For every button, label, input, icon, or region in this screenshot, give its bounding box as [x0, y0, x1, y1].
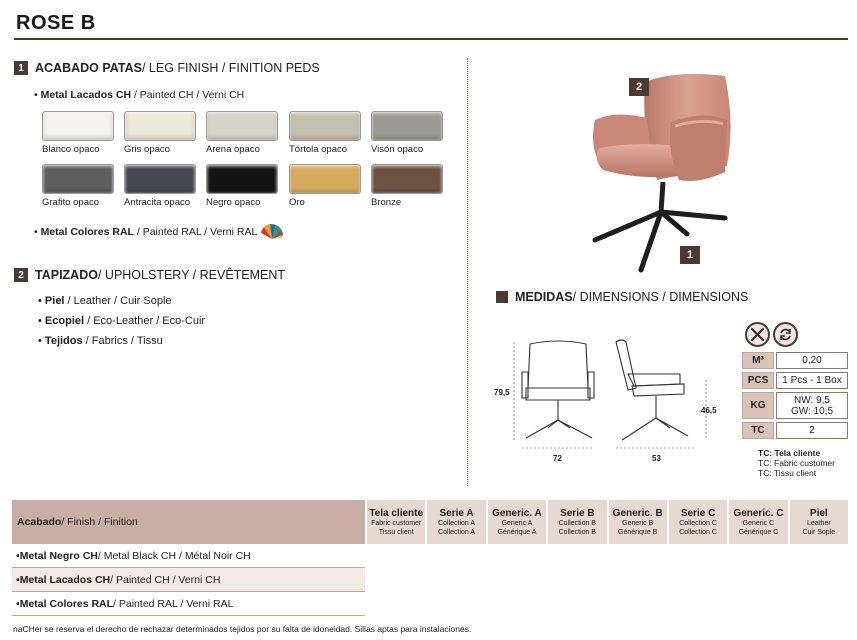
column-name: Generic. C: [733, 507, 784, 519]
dimensions-title-bold: MEDIDAS: [515, 290, 573, 304]
spec-row: [742, 372, 848, 389]
upholstery-item-bold: Piel: [44, 295, 65, 307]
table-column-header: [546, 500, 606, 544]
swatch-label: Antracita opaco: [124, 197, 191, 208]
chair-product-image: [575, 62, 755, 282]
page-title: ROSE B: [16, 12, 96, 34]
swatch[interactable]: [206, 111, 278, 155]
column-name: Tela cliente: [369, 507, 424, 519]
spec-table: [742, 352, 848, 442]
column-sub: Generic B: [622, 519, 654, 527]
table-row: • Metal Lacados CH / Painted CH / Verni CH: [12, 568, 365, 592]
table-row: • Metal Negro CH / Metal Black CH / Métal Noir CH: [12, 544, 365, 568]
painted-ral-rest: / Painted RAL / Verni RAL: [133, 226, 258, 238]
spec-value: [776, 392, 848, 419]
table-header: [12, 500, 848, 544]
spec-value-line: 2: [809, 425, 815, 436]
column-sub: Generic C: [742, 519, 775, 527]
upholstery-item: • Tejidos / Fabrics / Tissu: [38, 335, 163, 347]
tc-note-line: TC: Tissu client: [758, 468, 817, 478]
column-sub: Collection B: [558, 519, 596, 527]
spec-key: TC: [742, 422, 774, 439]
swatch[interactable]: [124, 111, 196, 155]
ral-color-fan-icon: [260, 222, 284, 240]
swatch-chip: [289, 164, 361, 194]
painted-ral-line: • Metal Colores RAL / Painted RAL / Verni RAL: [34, 226, 258, 238]
swatch-chip: [289, 111, 361, 141]
spec-value: [776, 372, 848, 389]
column-sub: Leather: [806, 519, 831, 527]
upholstery-item: • Piel / Leather / Cuir Sople: [38, 295, 172, 307]
table-column-header: [425, 500, 485, 544]
painted-ch-rest: / Painted CH / Verni CH: [131, 89, 245, 101]
spec-key: PCS: [742, 372, 774, 389]
swatch-label: Negro opaco: [206, 197, 261, 208]
table-column-header: [788, 500, 848, 544]
column-name: Serie C: [680, 507, 716, 519]
tc-note: [758, 448, 835, 478]
swatch-label: Tórtola opaco: [289, 144, 348, 155]
spec-value-line: 1 Pcs - 1 Box: [782, 375, 842, 386]
spec-icons: [745, 322, 798, 347]
swatch-chip: [42, 164, 114, 194]
column-sub: Collection C: [679, 528, 717, 536]
seat-height-label: 46,5: [701, 406, 717, 415]
spec-row: [742, 392, 848, 419]
spec-value: [776, 352, 848, 369]
swatch[interactable]: [42, 164, 114, 208]
column-sub: Tissu client: [378, 528, 414, 536]
title-divider: [14, 38, 848, 40]
swatch[interactable]: [42, 111, 114, 155]
width-label: 72: [553, 454, 562, 463]
section-number-2: 2: [14, 268, 28, 282]
swatch-label: Visón opaco: [371, 144, 424, 155]
callout-legs: 1: [680, 246, 700, 264]
table-column-header: [727, 500, 787, 544]
swatch-chip: [124, 111, 196, 141]
tc-note-line: TC: Fabric customer: [758, 458, 835, 468]
swatch-label: Grafito opaco: [42, 197, 100, 208]
swatch-chip: [42, 111, 114, 141]
spec-value-line: NW: 9,5: [794, 394, 830, 406]
column-sub: Generic A: [501, 519, 533, 527]
spec-key: M³: [742, 352, 774, 369]
upholstery-heading: [14, 268, 285, 282]
column-sub: Collection A: [438, 519, 476, 527]
tc-note-line: TC: Tela cliente: [758, 448, 821, 458]
upholstery-item-bold: Ecopiel: [44, 315, 85, 327]
column-sub: Collection B: [558, 528, 596, 536]
swatch[interactable]: [289, 111, 361, 155]
table-row: • Metal Colores RAL / Painted RAL / Verni RAL: [12, 592, 365, 616]
column-name: Generic. A: [492, 507, 542, 519]
swatch-chip: [371, 111, 443, 141]
dimension-drawings: [488, 328, 728, 468]
callout-upholstery: 2: [629, 78, 649, 96]
column-sub: Cuir Sople: [802, 528, 836, 536]
height-label: 79,5: [494, 388, 510, 397]
row-rest: / Painted CH / Verni CH: [110, 573, 221, 586]
upholstery-title-rest: / UPHOLSTERY / REVÊTEMENT: [97, 268, 286, 282]
footer-note: naCHer se reserva el derecho de rechazar determinados tejidos por su falta de idoneidad. Sillas aptas para instalaciones.: [13, 624, 472, 634]
section-number-1: 1: [14, 61, 28, 75]
vertical-divider: [467, 58, 468, 486]
column-sub: Fabric customer: [371, 519, 422, 527]
upholstery-item-bold: Tejidos: [44, 335, 83, 347]
swatch-label: Bronze: [371, 197, 402, 208]
column-name: Serie B: [560, 507, 595, 519]
swatch[interactable]: [371, 111, 443, 155]
column-name: Piel: [809, 507, 828, 519]
swatch-chip: [124, 164, 196, 194]
swatch-label: Blanco opaco: [42, 144, 100, 155]
spec-value-line: GW: 10,5: [790, 405, 834, 417]
chair-illustration: [575, 62, 755, 282]
spec-key: KG: [742, 392, 774, 419]
leg-finish-title-rest: / LEG FINISH / FINITION PEDS: [141, 61, 320, 75]
column-sub: Générique A: [497, 528, 537, 536]
spec-row: [742, 352, 848, 369]
swatch[interactable]: [206, 164, 278, 208]
table-column-header: [667, 500, 727, 544]
spec-value-line: 0,20: [802, 355, 822, 366]
upholstery-item-rest: / Leather / Cuir Sople: [64, 295, 172, 307]
leg-finish-title-bold: ACABADO PATAS: [35, 61, 142, 75]
rotate-icon: [773, 322, 798, 347]
swatch-label: Gris opaco: [124, 144, 170, 155]
upholstery-title-bold: TAPIZADO: [35, 268, 98, 282]
tools-icon: [745, 322, 770, 347]
dimensions-title-rest: / DIMENSIONS / DIMENSIONS: [572, 290, 749, 304]
table-column-header: [365, 500, 425, 544]
dimensions-heading: [496, 290, 748, 304]
painted-ch-bold: Metal Lacados CH: [40, 89, 132, 101]
swatch[interactable]: [371, 164, 443, 208]
swatch-chip: [371, 164, 443, 194]
row-rest: / Painted RAL / Verni RAL: [113, 597, 234, 610]
upholstery-item-rest: / Eco-Leather / Eco-Cuir: [84, 315, 206, 327]
painted-ral-bold: Metal Colores RAL: [40, 226, 134, 238]
column-name: Generic. B: [612, 507, 663, 519]
table-column-header: [607, 500, 667, 544]
column-sub: Générique C: [738, 528, 779, 536]
row-bold: Metal Colores RAL: [19, 597, 114, 610]
spec-value: [776, 422, 848, 439]
swatch[interactable]: [124, 164, 196, 208]
swatch-chip: [206, 164, 278, 194]
header-rest: / Finish / Finition: [61, 516, 138, 528]
swatch[interactable]: [289, 164, 361, 208]
leg-finish-heading: [14, 61, 320, 75]
table-header-first: [12, 500, 365, 544]
column-sub: Générique B: [618, 528, 658, 536]
swatch-label: Arena opaco: [206, 144, 260, 155]
painted-ch-line: • Metal Lacados CH / Painted CH / Verni CH: [34, 89, 245, 101]
row-bold: Metal Negro CH: [19, 549, 98, 562]
column-sub: Collection A: [438, 528, 476, 536]
swatch-label: Oro: [289, 197, 305, 208]
spec-row: [742, 422, 848, 439]
finish-price-table: [12, 500, 848, 616]
row-rest: / Metal Black CH / Métal Noir CH: [97, 549, 251, 562]
swatch-chip: [206, 111, 278, 141]
upholstery-item-rest: / Fabrics / Tissu: [82, 335, 163, 347]
upholstery-item: • Ecopiel / Eco-Leather / Eco-Cuir: [38, 315, 206, 327]
header-bold: Acabado: [17, 516, 62, 528]
table-column-header: [486, 500, 546, 544]
chair-line-drawings: [488, 328, 728, 468]
column-sub: Collection C: [679, 519, 717, 527]
depth-label: 53: [652, 454, 661, 463]
column-name: Serie A: [439, 507, 474, 519]
row-bold: Metal Lacados CH: [19, 573, 111, 586]
dimensions-marker: [496, 291, 508, 303]
